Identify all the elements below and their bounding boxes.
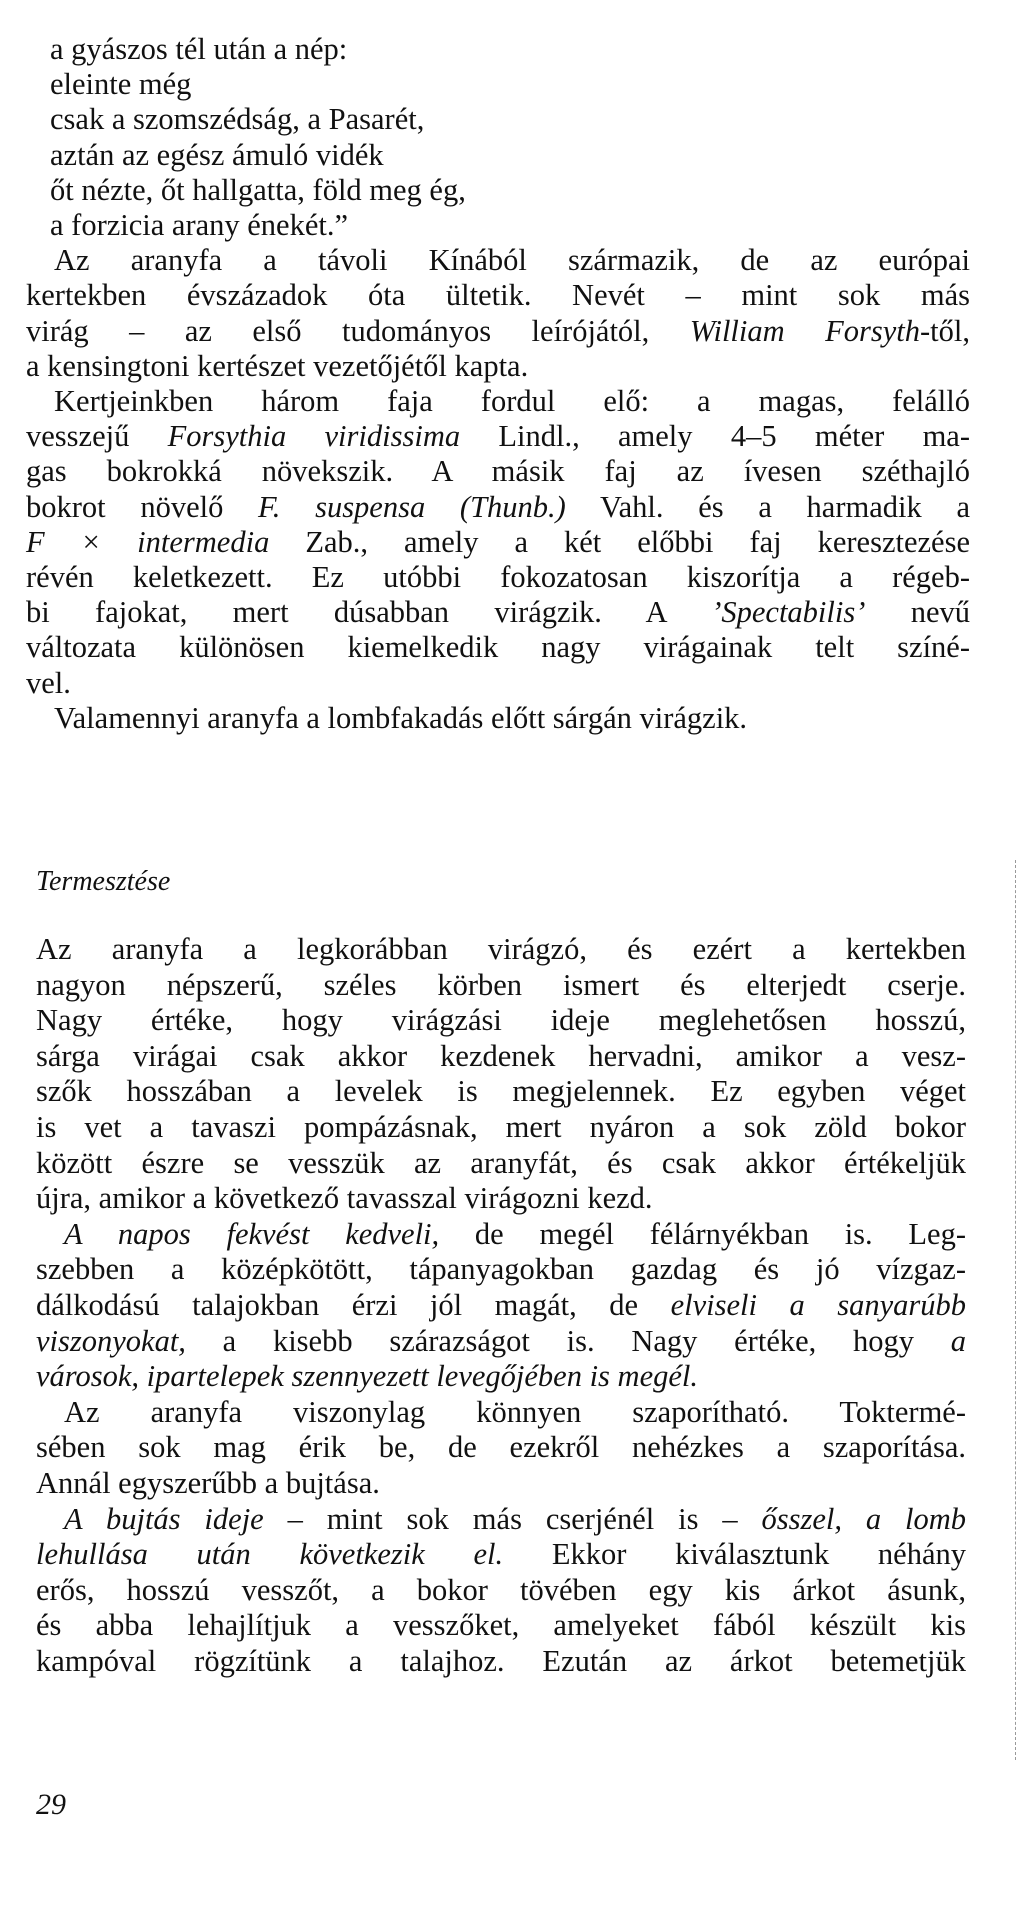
text-line: Az aranyfa a legkorábban virágzó, és ezért a kertekben bbox=[36, 932, 966, 966]
text-line: sében sok mag érik be, de ezekről nehézkes a szaporítása. bbox=[36, 1430, 966, 1465]
poem-line: őt nézte, őt hallgatta, föld meg ég, bbox=[50, 172, 466, 207]
lower-text-block bbox=[36, 932, 966, 1679]
text-line: Az aranyfa a távoli Kínából származik, de az európai bbox=[54, 243, 970, 278]
text-line: között észre se vesszük az aranyfát, és csak akkor értékeljük bbox=[36, 1145, 966, 1180]
text-line: Az aranyfa viszonylag könnyen szaporítható. Toktermé- bbox=[64, 1394, 966, 1429]
text-line: F × intermedia Zab., amely a két előbbi faj keresztezése bbox=[26, 524, 970, 559]
text-line: nagyon népszerű, széles körben ismert és elterjedt cserje. bbox=[36, 967, 966, 1002]
text-line: újra, amikor a következő tavasszal virágozni kezd. bbox=[36, 1181, 653, 1216]
upper-text-block bbox=[26, 32, 970, 736]
text-line: Annál egyszerűbb a bujtása. bbox=[36, 1465, 380, 1500]
poem-line: a gyászos tél után a nép: bbox=[50, 32, 348, 66]
text-line: kampóval rögzítünk a talajhoz. Ezután az árkot betemetjük bbox=[36, 1643, 966, 1678]
text-line: Nagy értéke, hogy virágzási ideje meglehetősen hosszú, bbox=[36, 1003, 966, 1038]
section-heading: Termesztése bbox=[36, 866, 171, 897]
text-line: változata különösen kiemelkedik nagy virágainak telt színé- bbox=[26, 630, 970, 665]
text-line: és abba lehajlítjuk a vesszőket, amelyeket fából készült kis bbox=[36, 1608, 966, 1643]
text-line: A bujtás ideje – mint sok más cserjénél is – ősszel, a lomb bbox=[64, 1501, 966, 1536]
text-line: Kertjeinkben három faja fordul elő: a magas, felálló bbox=[54, 384, 970, 419]
text-line: szebben a középkötött, tápanyagokban gazdag és jó vízgaz- bbox=[36, 1252, 966, 1287]
page-number: 29 bbox=[36, 1788, 66, 1821]
poem-line: eleinte még bbox=[50, 67, 192, 102]
text-line: gas bokrokká növekszik. A másik faj az ívesen széthajló bbox=[26, 454, 970, 489]
text-line: Valamennyi aranyfa a lombfakadás előtt sárgán virágzik. bbox=[54, 700, 748, 735]
text-line: vel. bbox=[26, 665, 71, 700]
text-line: bi fajokat, mert dúsabban virágzik. A ’Spectabilis’ nevű bbox=[26, 595, 970, 630]
text-line: a kensingtoni kertészet vezetőjétől kapta. bbox=[26, 348, 529, 383]
text-line: viszonyokat, a kisebb szárazságot is. Nagy értéke, hogy a bbox=[36, 1323, 966, 1358]
text-line: szők hosszában a levelek is megjelennek. Ez egyben véget bbox=[36, 1074, 966, 1109]
text-line: révén keletkezett. Ez utóbbi fokozatosan kiszorítja a régeb- bbox=[26, 560, 970, 595]
text-line: bokrot növelő F. suspensa (Thunb.) Vahl. és a harmadik a bbox=[26, 489, 970, 524]
text-line: is vet a tavaszi pompázásnak, mert nyáron a sok zöld bokor bbox=[36, 1109, 966, 1144]
text-line: kertekben évszázadok óta ültetik. Nevét – mint sok más bbox=[26, 278, 970, 313]
text-line: dálkodású talajokban érzi jól magát, de elviseli a sanyarúbb bbox=[36, 1287, 966, 1322]
text-line: városok, ipartelepek szennyezett levegőjében is megél. bbox=[36, 1359, 699, 1394]
page-edge-shadow bbox=[1015, 860, 1022, 1760]
poem-line: csak a szomszédság, a Pasarét, bbox=[50, 102, 425, 137]
text-line: A napos fekvést kedveli, de megél félárnyékban is. Leg- bbox=[64, 1216, 967, 1251]
text-line: virág – az első tudományos leírójától, William Forsyth-től, bbox=[26, 313, 970, 348]
text-line: vesszejű Forsythia viridissima Lindl., amely 4–5 méter ma- bbox=[26, 419, 971, 454]
text-line: sárga virágai csak akkor kezdenek hervadni, amikor a vesz- bbox=[36, 1038, 966, 1073]
text-line: erős, hosszú vesszőt, a bokor tövében egy kis árkot ásunk, bbox=[36, 1572, 966, 1607]
text-line: lehullása után következik el. Ekkor kiválasztunk néhány bbox=[36, 1537, 966, 1572]
poem-line: aztán az egész ámuló vidék bbox=[50, 137, 384, 172]
poem-line: a forzicia arany énekét.” bbox=[50, 208, 349, 243]
